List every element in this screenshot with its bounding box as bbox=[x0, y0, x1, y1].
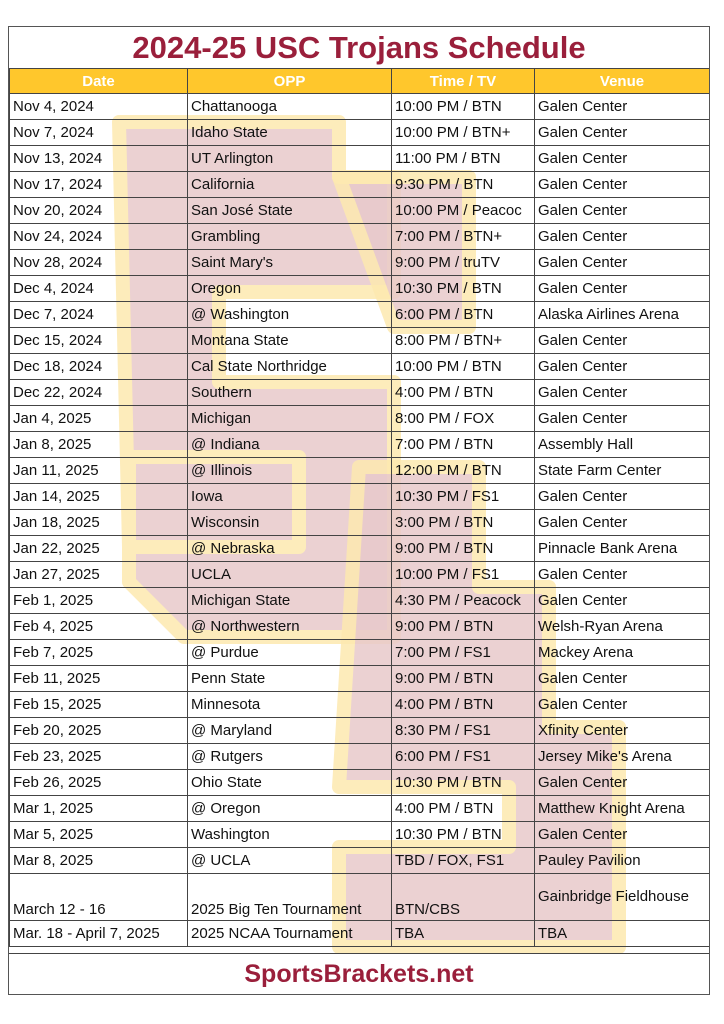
schedule-title: 2024-25 USC Trojans Schedule bbox=[132, 30, 586, 65]
venue-cell: Assembly Hall bbox=[535, 432, 710, 458]
venue-cell: Pauley Pavilion bbox=[535, 848, 710, 874]
column-header-time-tv: Time / TV bbox=[392, 69, 535, 94]
date-cell: Feb 20, 2025 bbox=[10, 718, 188, 744]
opponent-cell: @ Indiana bbox=[188, 432, 392, 458]
venue-cell: Galen Center bbox=[535, 146, 710, 172]
date-cell: Nov 4, 2024 bbox=[10, 94, 188, 120]
footer-site-name: SportsBrackets.net bbox=[9, 953, 709, 994]
time-tv-cell: 10:00 PM / FS1 bbox=[392, 562, 535, 588]
venue-cell: TBA bbox=[535, 921, 710, 947]
column-header-venue: Venue bbox=[535, 69, 710, 94]
opponent-cell: @ Washington bbox=[188, 302, 392, 328]
date-cell: Jan 18, 2025 bbox=[10, 510, 188, 536]
schedule-table bbox=[9, 68, 710, 947]
date-cell: Feb 4, 2025 bbox=[10, 614, 188, 640]
time-tv-cell: 7:00 PM / BTN+ bbox=[392, 224, 535, 250]
table-row bbox=[10, 822, 710, 848]
opponent-cell: San José State bbox=[188, 198, 392, 224]
venue-cell: Galen Center bbox=[535, 562, 710, 588]
opponent-cell: 2025 Big Ten Tournament bbox=[188, 874, 392, 921]
table-row bbox=[10, 302, 710, 328]
time-tv-cell: 9:00 PM / truTV bbox=[392, 250, 535, 276]
date-cell: Nov 13, 2024 bbox=[10, 146, 188, 172]
date-cell: Feb 23, 2025 bbox=[10, 744, 188, 770]
date-cell: Nov 24, 2024 bbox=[10, 224, 188, 250]
time-tv-cell: 10:00 PM / BTN+ bbox=[392, 120, 535, 146]
opponent-cell: Saint Mary's bbox=[188, 250, 392, 276]
opponent-cell: UCLA bbox=[188, 562, 392, 588]
table-row bbox=[10, 796, 710, 822]
venue-cell: Galen Center bbox=[535, 822, 710, 848]
table-row bbox=[10, 146, 710, 172]
time-tv-cell: 9:00 PM / BTN bbox=[392, 666, 535, 692]
table-row bbox=[10, 484, 710, 510]
opponent-cell: @ Rutgers bbox=[188, 744, 392, 770]
table-row bbox=[10, 921, 710, 947]
schedule-sheet bbox=[8, 26, 710, 995]
date-cell: Feb 1, 2025 bbox=[10, 588, 188, 614]
opponent-cell: Grambling bbox=[188, 224, 392, 250]
venue-cell: Galen Center bbox=[535, 224, 710, 250]
venue-cell: Galen Center bbox=[535, 484, 710, 510]
time-tv-cell: 12:00 PM / BTN bbox=[392, 458, 535, 484]
table-row bbox=[10, 536, 710, 562]
date-cell: Jan 14, 2025 bbox=[10, 484, 188, 510]
date-cell: Nov 28, 2024 bbox=[10, 250, 188, 276]
venue-cell: Mackey Arena bbox=[535, 640, 710, 666]
opponent-cell: Oregon bbox=[188, 276, 392, 302]
time-tv-cell: 10:00 PM / BTN bbox=[392, 94, 535, 120]
column-header-opp: OPP bbox=[188, 69, 392, 94]
time-tv-cell: 9:00 PM / BTN bbox=[392, 536, 535, 562]
opponent-cell: 2025 NCAA Tournament bbox=[188, 921, 392, 947]
date-cell: Jan 11, 2025 bbox=[10, 458, 188, 484]
time-tv-cell: 11:00 PM / BTN bbox=[392, 146, 535, 172]
venue-cell: Galen Center bbox=[535, 770, 710, 796]
date-cell: Feb 11, 2025 bbox=[10, 666, 188, 692]
table-row bbox=[10, 224, 710, 250]
table-row bbox=[10, 562, 710, 588]
venue-cell: Galen Center bbox=[535, 354, 710, 380]
time-tv-cell: 10:30 PM / BTN bbox=[392, 770, 535, 796]
venue-cell: Galen Center bbox=[535, 198, 710, 224]
date-cell: March 12 - 16 bbox=[10, 874, 188, 921]
venue-cell: Galen Center bbox=[535, 328, 710, 354]
date-cell: Nov 17, 2024 bbox=[10, 172, 188, 198]
date-cell: Jan 4, 2025 bbox=[10, 406, 188, 432]
opponent-cell: Minnesota bbox=[188, 692, 392, 718]
time-tv-cell: 8:00 PM / BTN+ bbox=[392, 328, 535, 354]
date-cell: Dec 15, 2024 bbox=[10, 328, 188, 354]
time-tv-cell: 8:30 PM / FS1 bbox=[392, 718, 535, 744]
date-cell: Dec 18, 2024 bbox=[10, 354, 188, 380]
date-cell: Feb 7, 2025 bbox=[10, 640, 188, 666]
opponent-cell: @ UCLA bbox=[188, 848, 392, 874]
opponent-cell: @ Nebraska bbox=[188, 536, 392, 562]
opponent-cell: @ Oregon bbox=[188, 796, 392, 822]
column-header-date: Date bbox=[10, 69, 188, 94]
venue-cell: State Farm Center bbox=[535, 458, 710, 484]
venue-cell: Galen Center bbox=[535, 380, 710, 406]
opponent-cell: California bbox=[188, 172, 392, 198]
venue-cell: Galen Center bbox=[535, 172, 710, 198]
time-tv-cell: BTN/CBS bbox=[392, 874, 535, 921]
opponent-cell: Penn State bbox=[188, 666, 392, 692]
table-row bbox=[10, 718, 710, 744]
time-tv-cell: 6:00 PM / FS1 bbox=[392, 744, 535, 770]
date-cell: Mar 8, 2025 bbox=[10, 848, 188, 874]
time-tv-cell: 8:00 PM / FOX bbox=[392, 406, 535, 432]
table-row bbox=[10, 510, 710, 536]
time-tv-cell: 9:00 PM / BTN bbox=[392, 614, 535, 640]
table-row bbox=[10, 198, 710, 224]
time-tv-cell: 9:30 PM / BTN bbox=[392, 172, 535, 198]
table-row bbox=[10, 744, 710, 770]
opponent-cell: Iowa bbox=[188, 484, 392, 510]
venue-cell: Matthew Knight Arena bbox=[535, 796, 710, 822]
opponent-cell: @ Purdue bbox=[188, 640, 392, 666]
opponent-cell: Southern bbox=[188, 380, 392, 406]
table-row bbox=[10, 458, 710, 484]
opponent-cell: Ohio State bbox=[188, 770, 392, 796]
venue-cell: Galen Center bbox=[535, 94, 710, 120]
date-cell: Mar 5, 2025 bbox=[10, 822, 188, 848]
opponent-cell: @ Illinois bbox=[188, 458, 392, 484]
date-cell: Nov 20, 2024 bbox=[10, 198, 188, 224]
date-cell: Feb 26, 2025 bbox=[10, 770, 188, 796]
table-row bbox=[10, 640, 710, 666]
table-row bbox=[10, 250, 710, 276]
venue-cell: Galen Center bbox=[535, 120, 710, 146]
time-tv-cell: 10:00 PM / Peacoc bbox=[392, 198, 535, 224]
time-tv-cell: 4:00 PM / BTN bbox=[392, 692, 535, 718]
opponent-cell: Idaho State bbox=[188, 120, 392, 146]
table-row bbox=[10, 588, 710, 614]
date-cell: Jan 8, 2025 bbox=[10, 432, 188, 458]
time-tv-cell: TBD / FOX, FS1 bbox=[392, 848, 535, 874]
time-tv-cell: TBA bbox=[392, 921, 535, 947]
table-row bbox=[10, 874, 710, 921]
table-header-row bbox=[10, 69, 710, 94]
venue-cell: Galen Center bbox=[535, 406, 710, 432]
venue-cell: Galen Center bbox=[535, 666, 710, 692]
date-cell: Dec 7, 2024 bbox=[10, 302, 188, 328]
table-row bbox=[10, 770, 710, 796]
opponent-cell: @ Maryland bbox=[188, 718, 392, 744]
venue-cell: Gainbridge Fieldhouse bbox=[535, 874, 710, 921]
time-tv-cell: 4:00 PM / BTN bbox=[392, 796, 535, 822]
table-row bbox=[10, 380, 710, 406]
venue-cell: Galen Center bbox=[535, 510, 710, 536]
date-cell: Nov 7, 2024 bbox=[10, 120, 188, 146]
venue-cell: Galen Center bbox=[535, 588, 710, 614]
date-cell: Dec 22, 2024 bbox=[10, 380, 188, 406]
date-cell: Feb 15, 2025 bbox=[10, 692, 188, 718]
table-row bbox=[10, 172, 710, 198]
venue-cell: Xfinity Center bbox=[535, 718, 710, 744]
schedule-body bbox=[10, 94, 710, 947]
table-row bbox=[10, 94, 710, 120]
time-tv-cell: 10:00 PM / BTN bbox=[392, 354, 535, 380]
time-tv-cell: 10:30 PM / BTN bbox=[392, 276, 535, 302]
table-row bbox=[10, 692, 710, 718]
time-tv-cell: 10:30 PM / FS1 bbox=[392, 484, 535, 510]
date-cell: Mar. 18 - April 7, 2025 bbox=[10, 921, 188, 947]
date-cell: Jan 22, 2025 bbox=[10, 536, 188, 562]
table-row bbox=[10, 666, 710, 692]
date-cell: Jan 27, 2025 bbox=[10, 562, 188, 588]
time-tv-cell: 6:00 PM / BTN bbox=[392, 302, 535, 328]
opponent-cell: Cal State Northridge bbox=[188, 354, 392, 380]
opponent-cell: Michigan State bbox=[188, 588, 392, 614]
time-tv-cell: 3:00 PM / BTN bbox=[392, 510, 535, 536]
table-row bbox=[10, 614, 710, 640]
time-tv-cell: 7:00 PM / FS1 bbox=[392, 640, 535, 666]
venue-cell: Galen Center bbox=[535, 276, 710, 302]
venue-cell: Jersey Mike's Arena bbox=[535, 744, 710, 770]
table-row bbox=[10, 354, 710, 380]
opponent-cell: UT Arlington bbox=[188, 146, 392, 172]
time-tv-cell: 7:00 PM / BTN bbox=[392, 432, 535, 458]
opponent-cell: @ Northwestern bbox=[188, 614, 392, 640]
venue-cell: Pinnacle Bank Arena bbox=[535, 536, 710, 562]
time-tv-cell: 10:30 PM / BTN bbox=[392, 822, 535, 848]
date-cell: Mar 1, 2025 bbox=[10, 796, 188, 822]
venue-cell: Alaska Airlines Arena bbox=[535, 302, 710, 328]
table-row bbox=[10, 406, 710, 432]
opponent-cell: Washington bbox=[188, 822, 392, 848]
table-row bbox=[10, 120, 710, 146]
time-tv-cell: 4:00 PM / BTN bbox=[392, 380, 535, 406]
opponent-cell: Wisconsin bbox=[188, 510, 392, 536]
time-tv-cell: 4:30 PM / Peacock bbox=[392, 588, 535, 614]
venue-cell: Galen Center bbox=[535, 250, 710, 276]
table-row bbox=[10, 276, 710, 302]
opponent-cell: Michigan bbox=[188, 406, 392, 432]
opponent-cell: Montana State bbox=[188, 328, 392, 354]
opponent-cell: Chattanooga bbox=[188, 94, 392, 120]
venue-cell: Galen Center bbox=[535, 692, 710, 718]
date-cell: Dec 4, 2024 bbox=[10, 276, 188, 302]
table-row bbox=[10, 848, 710, 874]
table-row bbox=[10, 432, 710, 458]
table-row bbox=[10, 328, 710, 354]
venue-cell: Welsh-Ryan Arena bbox=[535, 614, 710, 640]
